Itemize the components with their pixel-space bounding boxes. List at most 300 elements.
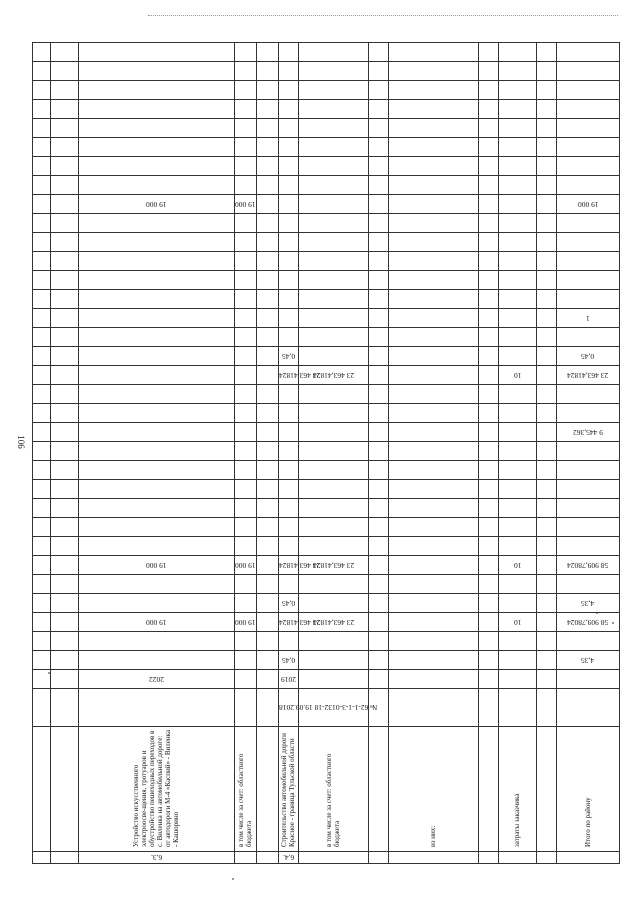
table-cell (499, 632, 537, 651)
table-cell (389, 480, 479, 499)
table-cell (557, 347, 620, 366)
column-number (33, 670, 51, 689)
table-cell (257, 651, 279, 670)
table-cell (389, 727, 479, 852)
table-cell (537, 385, 557, 404)
table-cell (235, 556, 257, 575)
table-cell (369, 613, 389, 632)
table-cell (479, 594, 499, 613)
table-cell (389, 613, 479, 632)
table-cell (499, 100, 537, 119)
table-cell (499, 157, 537, 176)
table-cell (51, 43, 79, 62)
table-cell (257, 195, 279, 214)
table-cell (479, 138, 499, 157)
table-cell (279, 499, 299, 518)
table-cell (51, 632, 79, 651)
table-cell (279, 852, 299, 864)
table-cell (479, 157, 499, 176)
table-cell (369, 347, 389, 366)
table-cell (537, 651, 557, 670)
cell-value: 19 000 (146, 199, 167, 209)
column-number (33, 461, 51, 480)
table-cell (299, 556, 369, 575)
table-cell (537, 575, 557, 594)
table-cell (499, 499, 537, 518)
table-row (33, 233, 620, 252)
table-row (33, 81, 620, 100)
table-cell (389, 366, 479, 385)
table-cell (79, 328, 235, 347)
table-cell (557, 81, 620, 100)
table-row (33, 651, 620, 670)
table-cell (51, 81, 79, 100)
cell-value: 2019 (281, 674, 296, 684)
table-cell (79, 214, 235, 233)
table-cell (479, 613, 499, 632)
table-cell (557, 480, 620, 499)
table-cell (235, 480, 257, 499)
table-cell (369, 670, 389, 689)
column-number (33, 290, 51, 309)
table-cell (299, 309, 369, 328)
table-cell (557, 651, 620, 670)
table-cell (79, 404, 235, 423)
table-row (33, 480, 620, 499)
table-cell (79, 689, 235, 727)
table-cell (299, 81, 369, 100)
column-number (33, 195, 51, 214)
table-cell (479, 480, 499, 499)
cell-value: 19 000 (577, 199, 599, 209)
table-cell (499, 233, 537, 252)
table-cell (369, 214, 389, 233)
table-cell (299, 499, 369, 518)
table-cell (537, 328, 557, 347)
table-cell (479, 689, 499, 727)
table-cell (499, 442, 537, 461)
table-cell (499, 537, 537, 556)
table-cell (235, 81, 257, 100)
table-cell (235, 461, 257, 480)
column-number (33, 480, 51, 499)
column-number (33, 347, 51, 366)
table-cell (235, 537, 257, 556)
table-cell (369, 651, 389, 670)
table-cell (299, 119, 369, 138)
table-cell (235, 43, 257, 62)
table-cell (389, 138, 479, 157)
table-row (33, 518, 620, 537)
table-cell (537, 252, 557, 271)
table-cell (557, 271, 620, 290)
table-cell (537, 347, 557, 366)
table-cell (299, 290, 369, 309)
table-cell (479, 461, 499, 480)
table-cell (51, 594, 79, 613)
table-cell (79, 366, 235, 385)
table-cell (557, 575, 620, 594)
table-cell (479, 632, 499, 651)
row-name: затраты заказчика (513, 793, 522, 847)
table-row (33, 537, 620, 556)
table-cell (499, 119, 537, 138)
table-cell (51, 613, 79, 632)
table-cell (299, 442, 369, 461)
column-number (33, 100, 51, 119)
table-cell (235, 423, 257, 442)
table-cell (51, 233, 79, 252)
table-cell (499, 594, 537, 613)
cell-value: № 62-1-1-3-0132-18 19.09.2018 (279, 703, 378, 712)
table-cell (279, 423, 299, 442)
table-cell (79, 252, 235, 271)
budget-table (32, 42, 617, 862)
table-cell (499, 347, 537, 366)
table-cell (389, 62, 479, 81)
table-cell (389, 347, 479, 366)
table-cell (279, 556, 321, 575)
table-cell (299, 62, 369, 81)
table-cell (51, 556, 79, 575)
table-cell (537, 689, 557, 727)
table-cell (257, 100, 279, 119)
table-cell (389, 290, 479, 309)
table-cell (499, 556, 537, 575)
table-row (33, 613, 620, 632)
table-cell (257, 233, 279, 252)
row-name: в том числе за счет: областного бюджета (237, 753, 254, 847)
table-cell (389, 518, 479, 537)
table-cell (235, 385, 257, 404)
table-cell (257, 328, 279, 347)
table-cell (79, 271, 235, 290)
table-cell (79, 537, 235, 556)
table-cell (279, 309, 299, 328)
column-number (33, 852, 51, 864)
table-cell (537, 119, 557, 138)
cell-value: 23 463,41824 (279, 560, 321, 570)
table-cell (369, 423, 389, 442)
table-cell (537, 157, 557, 176)
table-cell (499, 727, 537, 852)
table-cell (235, 632, 257, 651)
table-cell (369, 499, 389, 518)
table-cell (299, 271, 369, 290)
table-cell (79, 309, 235, 328)
table-cell (369, 62, 389, 81)
table-cell (79, 157, 235, 176)
table-cell (499, 43, 537, 62)
table-cell (389, 81, 479, 100)
table-cell (299, 385, 369, 404)
table-cell (369, 195, 389, 214)
cell-value: 58 909,78024 (567, 560, 609, 570)
table-cell (299, 176, 369, 195)
table-cell (279, 138, 299, 157)
table-row (33, 442, 620, 461)
table-cell (79, 480, 235, 499)
table-cell (257, 309, 279, 328)
table-cell (51, 195, 79, 214)
table-cell (389, 594, 479, 613)
table-cell (79, 613, 235, 632)
table-cell (299, 537, 369, 556)
table-cell (479, 100, 499, 119)
table-cell (479, 852, 499, 864)
table-cell (235, 366, 257, 385)
table-cell (537, 81, 557, 100)
table-cell (557, 423, 620, 442)
table-cell (557, 670, 620, 689)
table-cell (499, 138, 537, 157)
table-cell (235, 347, 257, 366)
table-cell (279, 214, 299, 233)
table-cell (299, 138, 369, 157)
table-cell (389, 119, 479, 138)
table-cell (537, 62, 557, 81)
column-number (33, 62, 51, 81)
table-cell (299, 727, 369, 852)
table-cell (537, 556, 557, 575)
table-cell (389, 309, 479, 328)
table-cell (51, 119, 79, 138)
table-cell (235, 309, 257, 328)
table-row (33, 100, 620, 119)
row-name: Строительство автомобильной дороги Красное - граница Тульской области (280, 733, 297, 847)
table-cell (257, 119, 279, 138)
table-cell (279, 461, 299, 480)
table-cell (257, 499, 279, 518)
cell-value: 19 000 (146, 617, 167, 627)
column-number (33, 556, 51, 575)
table-cell (369, 632, 389, 651)
table-cell (557, 62, 620, 81)
table-cell (479, 328, 499, 347)
table-cell (257, 556, 279, 575)
table-cell (537, 233, 557, 252)
table-cell (257, 613, 279, 632)
cell-value: 6.4. (282, 853, 295, 862)
table-cell (479, 195, 499, 214)
table-cell (235, 100, 257, 119)
table-cell (257, 442, 279, 461)
table-row (33, 423, 620, 442)
table-cell (51, 176, 79, 195)
cell-value: 23 463,41824 (312, 617, 355, 627)
table-row (33, 252, 620, 271)
table-cell (299, 632, 369, 651)
table-cell (389, 233, 479, 252)
table-cell (537, 518, 557, 537)
table-cell (235, 233, 257, 252)
table-cell (235, 442, 257, 461)
cell-value: 10 (513, 370, 522, 380)
table-cell (557, 689, 620, 727)
table-cell (499, 670, 537, 689)
table-cell (257, 62, 279, 81)
table-cell (257, 461, 279, 480)
table-cell (235, 689, 257, 727)
table-row (33, 176, 620, 195)
table-cell (299, 613, 369, 632)
table-cell (369, 537, 389, 556)
cell-value: 19 000 (235, 617, 256, 627)
table-cell (479, 404, 499, 423)
table-cell (557, 43, 620, 62)
column-number (33, 651, 51, 670)
table-row (33, 852, 620, 864)
table-cell (279, 195, 299, 214)
scan-artifact-line (148, 15, 618, 18)
table-cell (557, 727, 620, 852)
table-cell (389, 689, 479, 727)
table-cell (369, 404, 389, 423)
table-cell (537, 366, 557, 385)
table-cell (79, 43, 235, 62)
cell-value: 23 463,41824 (312, 560, 355, 570)
table-cell (389, 328, 479, 347)
cell-value: 10 (513, 617, 522, 627)
column-number (33, 385, 51, 404)
table-cell (479, 423, 499, 442)
table-cell (369, 119, 389, 138)
table-row (33, 347, 620, 366)
table-cell (51, 480, 79, 499)
table-cell (389, 575, 479, 594)
table-cell (499, 328, 537, 347)
table-cell (51, 537, 79, 556)
table-cell (479, 651, 499, 670)
table-cell (557, 442, 620, 461)
table-cell (299, 252, 369, 271)
table-cell (369, 271, 389, 290)
table-cell (235, 138, 257, 157)
table-cell (235, 594, 257, 613)
table-cell (257, 176, 279, 195)
table-cell (537, 423, 557, 442)
table-cell (557, 852, 620, 864)
table-cell (79, 727, 235, 852)
table-cell (499, 62, 537, 81)
table-cell (257, 518, 279, 537)
table-cell (499, 176, 537, 195)
table-cell (389, 461, 479, 480)
cell-value: 19 000 (235, 199, 256, 209)
table-cell (369, 138, 389, 157)
table-row (33, 328, 620, 347)
table-cell (537, 214, 557, 233)
table-row (33, 195, 620, 214)
table-cell (235, 613, 257, 632)
table-cell (369, 309, 389, 328)
table-cell (79, 632, 235, 651)
table-cell (279, 347, 299, 366)
table-cell (299, 594, 369, 613)
table-cell (79, 852, 235, 864)
table-cell (279, 157, 299, 176)
table-cell (389, 632, 479, 651)
table-cell (79, 290, 235, 309)
column-number (33, 727, 51, 852)
table-cell (389, 556, 479, 575)
cell-value: 0,45 (581, 351, 595, 361)
table-cell (557, 138, 620, 157)
cell-value: 58 909,78024 (567, 617, 609, 627)
table-cell (537, 442, 557, 461)
cell-value: 23 463,41824 (567, 370, 609, 380)
table-cell (537, 100, 557, 119)
column-number (33, 214, 51, 233)
cell-value: 23 463,41824 (279, 370, 321, 380)
table-cell (257, 404, 279, 423)
table-cell (235, 119, 257, 138)
table-cell (235, 62, 257, 81)
column-number (33, 157, 51, 176)
row-name: Устройство искусственного электроосве-щения, тротуаров и обустройство пешеходных переходов в с. Виленка на автомобильной дороге: от автодороги М-4 «Каспий» - Виленка - Кашорино (132, 730, 181, 847)
table-cell (537, 404, 557, 423)
table-cell (279, 366, 321, 385)
column-number (33, 328, 51, 347)
table-cell (279, 651, 299, 670)
column-number (33, 138, 51, 157)
table-cell (279, 271, 299, 290)
table-row (33, 43, 620, 62)
table-cell (279, 480, 299, 499)
table-cell (557, 404, 620, 423)
table-cell (51, 727, 79, 852)
page-number: 106 (15, 435, 26, 449)
column-number (33, 613, 51, 632)
table-cell (537, 613, 557, 632)
table-cell (557, 290, 620, 309)
table-cell (537, 537, 557, 556)
table-cell (51, 670, 79, 689)
table-cell (235, 290, 257, 309)
table-cell (299, 100, 369, 119)
table-cell (389, 442, 479, 461)
table-cell (499, 366, 537, 385)
table-cell (479, 176, 499, 195)
table-cell (51, 442, 79, 461)
table-cell (257, 537, 279, 556)
table-cell (235, 575, 257, 594)
table-cell (79, 62, 235, 81)
column-number (33, 423, 51, 442)
table-cell (235, 499, 257, 518)
table-cell (479, 214, 499, 233)
table-cell (79, 651, 235, 670)
table-cell (299, 347, 369, 366)
table-row (33, 670, 620, 689)
cell-value: 19 000 (235, 560, 256, 570)
cell-value: 0,45 (281, 598, 296, 608)
table-row (33, 271, 620, 290)
table-cell (479, 62, 499, 81)
table-cell (499, 689, 537, 727)
column-number (33, 594, 51, 613)
table-row (33, 119, 620, 138)
table-cell (299, 157, 369, 176)
table-cell (51, 290, 79, 309)
cell-value: 9 445,362 (573, 427, 603, 437)
column-number (33, 366, 51, 385)
table-cell (369, 518, 389, 537)
table-cell (299, 366, 369, 385)
column-number (33, 176, 51, 195)
column-number (33, 404, 51, 423)
table-cell (537, 195, 557, 214)
